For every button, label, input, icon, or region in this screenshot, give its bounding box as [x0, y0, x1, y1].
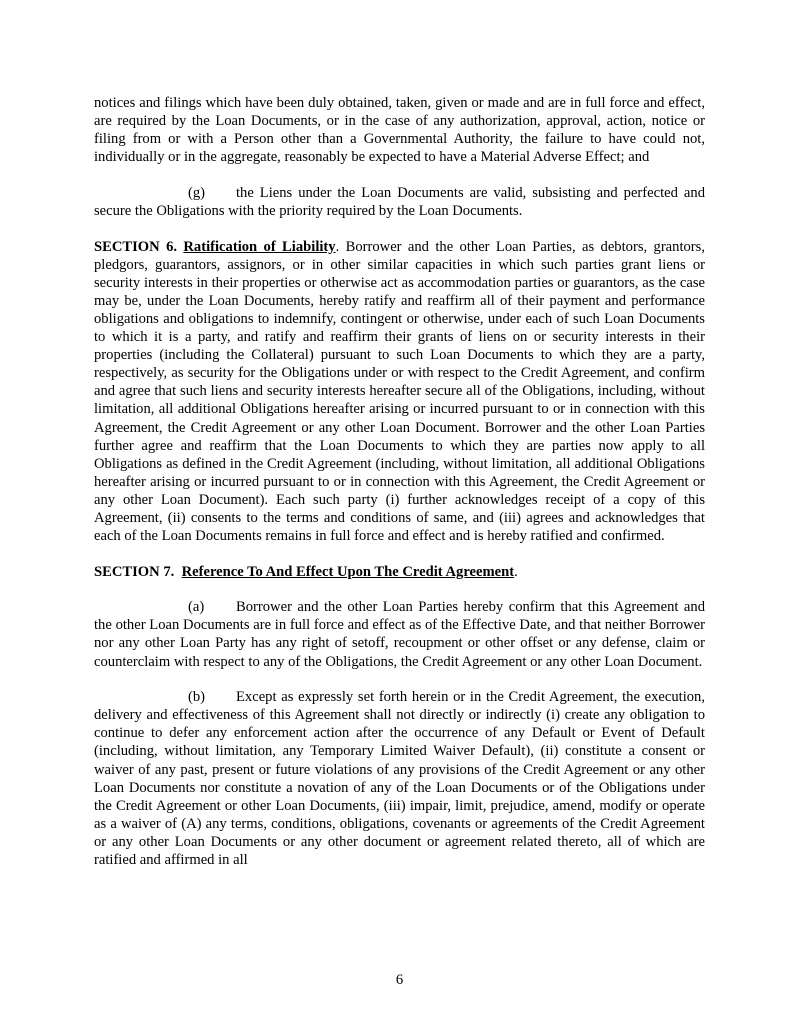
clause-b-text: Except as expressly set forth herein or in the Credit Agreement, the execution, delivery and effectiveness of this Agreement shall not directly or indirectly (i) create any obligation to continue to defer any enforcement action after the occurrence of any Default or Event of Default (including, without limitation, any Temporary Limited Waiver Default), (ii) constitute a consent or waiver of any past, present or future violations of any provisions of the Credit Agreement or any other Loan Documents nor constitute a novation of any of the Loan Documents or of the Obligations under the Credit Agreement or other Loan Documents, (iii) impair, limit, prejudice, amend, modify or operate as a waiver of (A) any terms, conditions, obligations, covenants or agreements of the Credit Agreement or any other Loan Documents or any other document or agreement related thereto, all of which are ratified and affirmed in all	[94, 689, 705, 868]
clause-g	[94, 184, 705, 220]
clause-a-text: Borrower and the other Loan Parties hereby confirm that this Agreement and the other Loan Documents are in full force and effect as of the Effective Date, and that neither Borrower nor any other Loan Party has any right of setoff, recoupment or other offset or any defense, claim or counterclaim with respect to any of the Obligations, the Credit Agreement or any other Loan Document.	[94, 599, 705, 670]
page-number: 6	[395, 972, 404, 988]
clause-g-label: (g)	[188, 184, 206, 201]
document-page	[94, 94, 705, 869]
section-6-number: SECTION 6.	[94, 238, 178, 255]
section-7-number: SECTION 7.	[94, 563, 175, 580]
clause-b-label: (b)	[188, 689, 206, 706]
section-6-title: Ratification of Liability	[183, 238, 336, 255]
clause-g-text: the Liens under the Loan Documents are valid, subsisting and perfected and secure the Obligations with the priority required by the Loan Documents.	[94, 184, 705, 219]
continuation-paragraph: notices and filings which have been duly obtained, taken, given or made and are in full force and effect, are required by the Loan Documents, or in the case of any authorization, approval, action, notice or filing from or with a Person other than a Governmental Authority, the failure to have could not, individually or in the aggregate, reasonably be expected to have a Material Adverse Effect; and	[94, 95, 705, 166]
section-7-title: Reference To And Effect Upon The Credit Agreement	[181, 563, 515, 580]
section-6-paragraph	[94, 238, 705, 546]
clause-a-label: (a)	[188, 599, 205, 616]
section-6-text: . Borrower and the other Loan Parties, as debtors, grantors, pledgors, guarantors, assignors, or in other similar capacities in which such parties grant liens or security interests in their properties or otherwise act as accommodation parties or guarantors, as the case may be, under the Loan Documents, hereby ratify and reaffirm all of their payment and performance obligations and obligations to indemnify, contingent or otherwise, under each of such Loan Documents to which it is a party, and ratify and reaffirm their grants of liens on or security interests in their properties (including the Collateral) pursuant to such Loan Documents to which they are a party, respectively, as security for the Obligations under or with respect to the Credit Agreement, and confirm and agree that such liens and security interests hereafter secure all of the Obligations, including, without limitation, all additional Obligations hereafter arising or incurred pursuant to or in connection with this Agreement, the Credit Agreement or any other Loan Document. Borrower and the other Loan Parties further agree and reaffirm that the Loan Documents to which they are parties now apply to all Obligations as defined in the Credit Agreement (including, without limitation, all additional Obligations hereafter arising or incurred pursuant to or in connection with this Agreement, the Credit Agreement or any other Loan Document). Each such party (i) further acknowledges receipt of a copy of this Agreement, (ii) consents to the terms and conditions of same, and (iii) agrees and acknowledges that each of the Loan Documents remains in full force and effect and is hereby ratified and confirmed.	[94, 238, 705, 545]
section-7-trail: .	[514, 563, 518, 580]
clause-b	[94, 688, 705, 869]
section-7-heading	[94, 563, 705, 581]
clause-a	[94, 598, 705, 670]
